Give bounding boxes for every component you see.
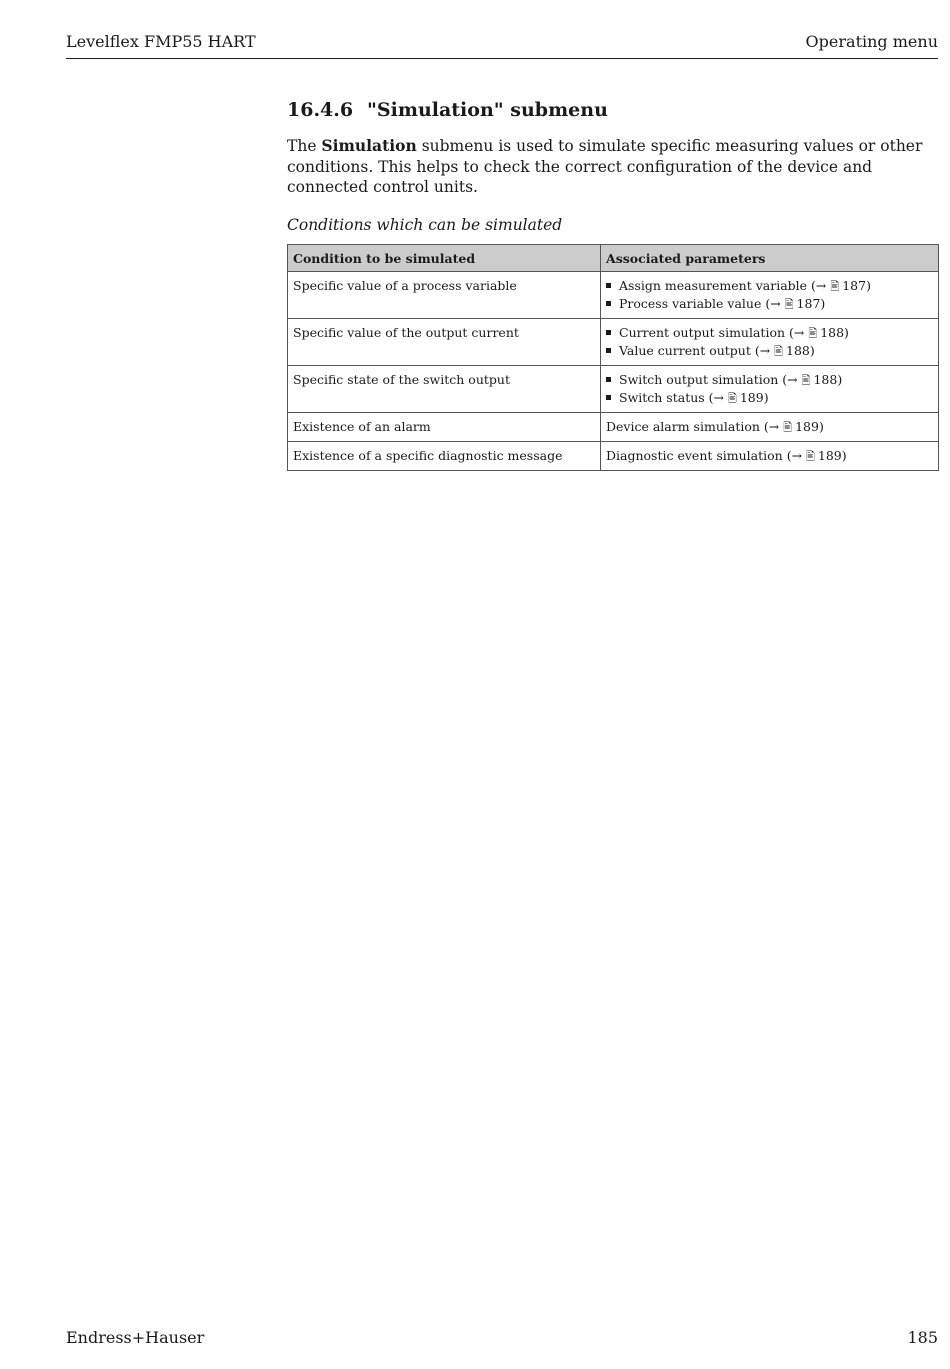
- parameter-label: Process variable value (→: [619, 295, 785, 311]
- book-page-icon: 🖹: [784, 297, 794, 311]
- parameters-cell: [601, 441, 939, 470]
- table-row: [288, 365, 939, 412]
- closing-paren: ): [837, 371, 843, 387]
- parameter-item[interactable]: [606, 277, 933, 295]
- parameter-item[interactable]: [606, 342, 933, 360]
- closing-paren: ): [841, 447, 847, 463]
- page-reference: 189: [795, 418, 819, 434]
- page-header: [66, 30, 938, 59]
- closing-paren: ): [866, 277, 871, 293]
- table-header-row: [288, 244, 939, 271]
- document-title: Levelflex FMP55 HART: [66, 32, 256, 51]
- parameter-item[interactable]: [606, 448, 847, 463]
- section-title: "Simulation" submenu: [367, 99, 608, 121]
- page-reference: 187: [842, 277, 867, 293]
- table-row: [288, 412, 939, 441]
- section-number: 16.4.6: [287, 99, 354, 121]
- parameter-item[interactable]: [606, 324, 933, 342]
- page-reference: 189: [817, 447, 842, 463]
- parameter-label: Switch status (→: [619, 389, 728, 405]
- page-reference: 189: [739, 389, 764, 405]
- closing-paren: ): [763, 389, 769, 405]
- square-bullet-icon: [606, 283, 611, 288]
- closing-paren: ): [809, 342, 815, 358]
- parameter-label: Device alarm simulation (→: [606, 418, 784, 434]
- chapter-label: Operating menu: [805, 32, 938, 51]
- company-name: Endress+Hauser: [66, 1328, 205, 1347]
- parameters-cell: [601, 365, 939, 412]
- book-page-icon: 🖹: [783, 420, 793, 434]
- parameters-cell: [601, 318, 939, 365]
- parameter-label: Switch output simulation (→: [619, 371, 802, 387]
- parameter-item[interactable]: [606, 295, 933, 313]
- parameters-cell: [601, 412, 939, 441]
- intro-bold-term: Simulation: [321, 136, 417, 155]
- parameters-cell: [601, 271, 939, 318]
- parameter-label: Value current output (→: [619, 342, 775, 358]
- main-content: [287, 96, 938, 471]
- parameter-label: Current output simulation (→: [619, 324, 809, 340]
- page-reference: 188: [820, 324, 845, 340]
- page-reference: 187: [796, 295, 821, 311]
- simulation-conditions-table: [287, 244, 939, 471]
- page-reference: 188: [786, 342, 810, 358]
- condition-cell: Existence of an alarm: [288, 412, 601, 441]
- condition-cell: Specific state of the switch output: [288, 365, 601, 412]
- table-row: [288, 271, 939, 318]
- column-header-condition: Condition to be simulated: [288, 244, 601, 271]
- table-caption: Conditions which can be simulated: [287, 215, 563, 234]
- square-bullet-icon: [606, 330, 611, 335]
- square-bullet-icon: [606, 377, 611, 382]
- page-number: 185: [907, 1328, 938, 1347]
- book-page-icon: 🖹: [808, 326, 818, 340]
- condition-cell: Specific value of a process variable: [288, 271, 601, 318]
- book-page-icon: 🖹: [801, 373, 811, 387]
- parameter-label: Assign measurement variable (→: [619, 277, 831, 293]
- parameter-item[interactable]: [606, 419, 824, 434]
- intro-suffix: submenu is used to simulate specific measuring values or other conditions. This helps to check the correct configuration of the device and connected control units.: [287, 137, 923, 196]
- book-page-icon: 🖹: [830, 279, 840, 293]
- square-bullet-icon: [606, 301, 611, 306]
- closing-paren: ): [820, 295, 826, 311]
- intro-prefix: The: [287, 137, 322, 155]
- condition-cell: Specific value of the output current: [288, 318, 601, 365]
- section-heading: [287, 96, 938, 124]
- page-reference: 188: [813, 371, 838, 387]
- parameter-item[interactable]: [606, 371, 933, 389]
- square-bullet-icon: [606, 348, 611, 353]
- table-row: [288, 441, 939, 470]
- book-page-icon: 🖹: [806, 449, 815, 463]
- intro-paragraph: [287, 136, 938, 198]
- book-page-icon: 🖹: [774, 344, 784, 358]
- table-row: [288, 318, 939, 365]
- condition-cell: Existence of a specific diagnostic message: [288, 441, 601, 470]
- closing-paren: ): [844, 324, 849, 340]
- parameter-item[interactable]: [606, 389, 933, 407]
- parameter-label: Diagnostic event simulation (→: [606, 447, 807, 463]
- closing-paren: ): [818, 418, 824, 434]
- column-header-parameters: Associated parameters: [601, 244, 939, 271]
- square-bullet-icon: [606, 395, 611, 400]
- book-page-icon: 🖹: [727, 391, 737, 405]
